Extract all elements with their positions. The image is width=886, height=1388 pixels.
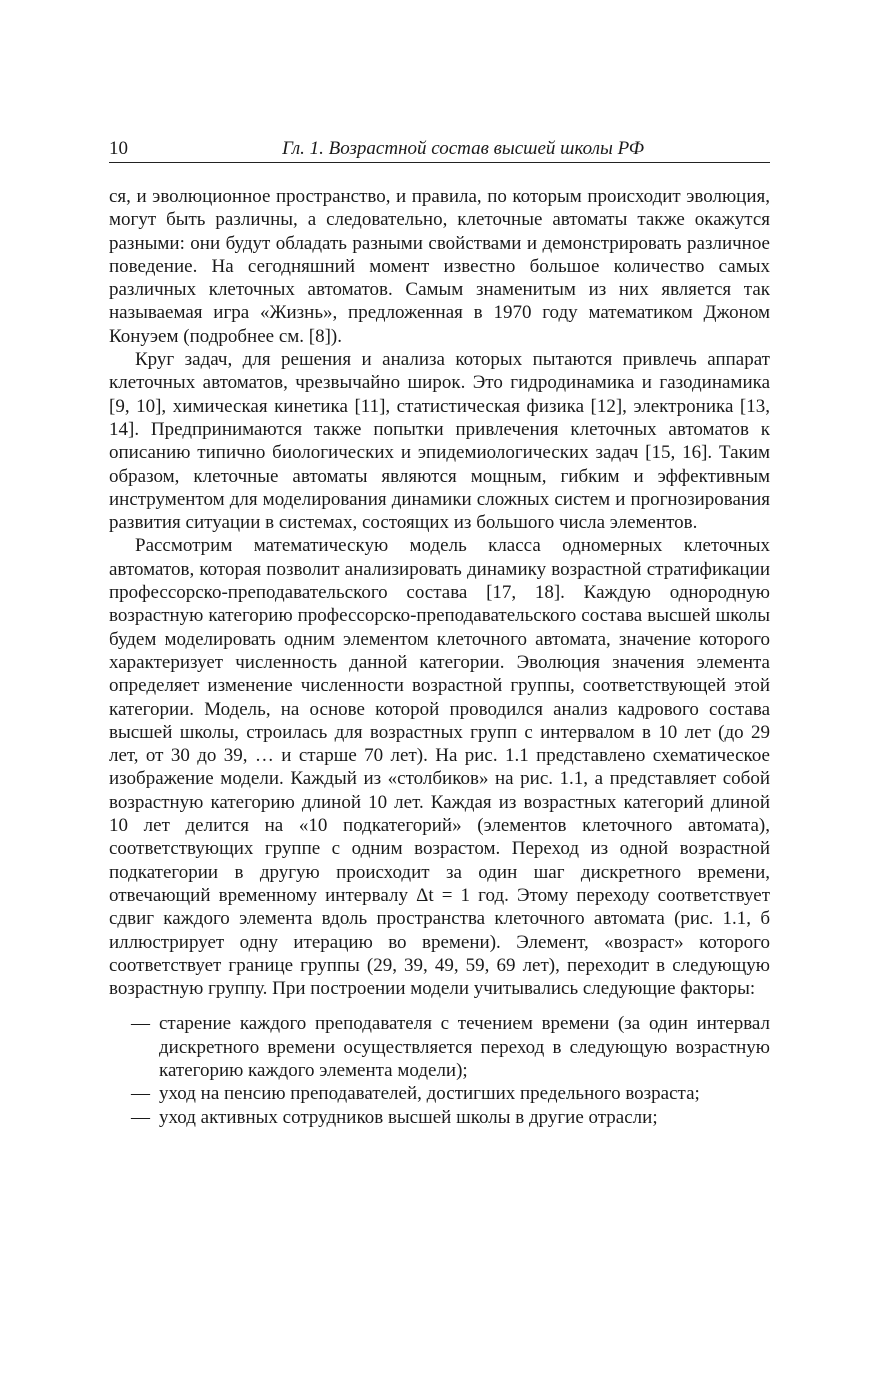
list-item [109, 1012, 770, 1082]
list-item [109, 1082, 770, 1105]
paragraph-applications: Круг задач, для решения и анализа которых пытаются привлечь аппарат клеточных автоматов, чрезвычайно широк. Это гидродинамика и газодинамика [9, 10], химическая кинетика [11], статистическая физика [12], электроника [13, 14]. Предпринимаются также попытки привлечения клеточных автоматов к описанию типично биологических и эпидемиологических задач [15, 16]. Таким образом, клеточные автоматы являются мощным, гибким и эффективным инструментом для моделирования динамики сложных систем и прогнозирования развития ситуации в системах, состоящих из большого числа элементов. [109, 349, 770, 534]
running-title: Гл. 1. Возрастной состав высшей школы РФ [282, 138, 644, 159]
paragraph-continuation: ся, и эволюционное пространство, и правила, по которым происходит эволюция, могут быть различны, а следовательно, клеточные автоматы также окажутся разными: они будут обладать разными свойствами и демонстрировать различное поведение. На сегодняшний момент известно большое количество самых различных клеточных автоматов. Самым знаменитым из них является так называемая игра «Жизнь», предложенная в 1970 году математиком Джоном Конуэем (подробнее см. [8]). [109, 186, 770, 347]
body-text [109, 185, 770, 1129]
running-head [109, 134, 770, 163]
paragraph-model: Рассмотрим математическую модель класса одномерных клеточных автоматов, которая позволит анализировать динамику возрастной стратификации профессорско-преподавательского состава [17, 18]. Каждую однородную возрастную категорию профессорско-преподавательского состава высшей школы будем моделировать одним элементом клеточного автомата, значение которого характеризует численность данной категории. Эволюция значения элемента определяет изменение численности возрастной группы, соответствующей этой категории. Модель, на основе которой проводился анализ кадрового состава высшей школы, строилась для возрастных групп с интервалом в 10 лет (до 29 лет, от 30 до 39, … и старше 70 лет). На рис. 1.1 представлено схематическое изображение модели. Каждый из «столбиков» на рис. 1.1, а представляет собой возрастную категорию длиной 10 лет. Каждая из возрастных категорий длиной 10 лет делится на «10 подкатегорий» (элементов клеточного автомата), соответствующих группе с одним возрастом. Переход из одной возрастной подкатегории в другую происходит за один шаг дискретного времени, отвечающий временному интервалу Δt = 1 год. Этому переходу соответствует сдвиг каждого элемента вдоль пространства клеточного автомата (рис. 1.1, б иллюстрирует одну итерацию во времени). Элемент, «возраст» которого соответствует границе группы (29, 39, 49, 59, 69 лет), переходит в следующую возрастную группу. При построении модели учитывались следующие факторы: [109, 535, 770, 1000]
page-number: 10 [109, 138, 128, 159]
list-item-text: — уход активных сотрудников высшей школы в другие отрасли; [159, 1106, 658, 1128]
list-item [109, 1106, 770, 1129]
list-item-text: — старение каждого преподавателя с течением времени (за один интервал дискретного времени осуществляется переход в следующую возрастную категорию каждого элемента модели); [159, 1013, 770, 1081]
factors-list [109, 1012, 770, 1128]
book-page [109, 134, 770, 1129]
list-item-text: — уход на пенсию преподавателей, достигших предельного возраста; [159, 1083, 700, 1105]
